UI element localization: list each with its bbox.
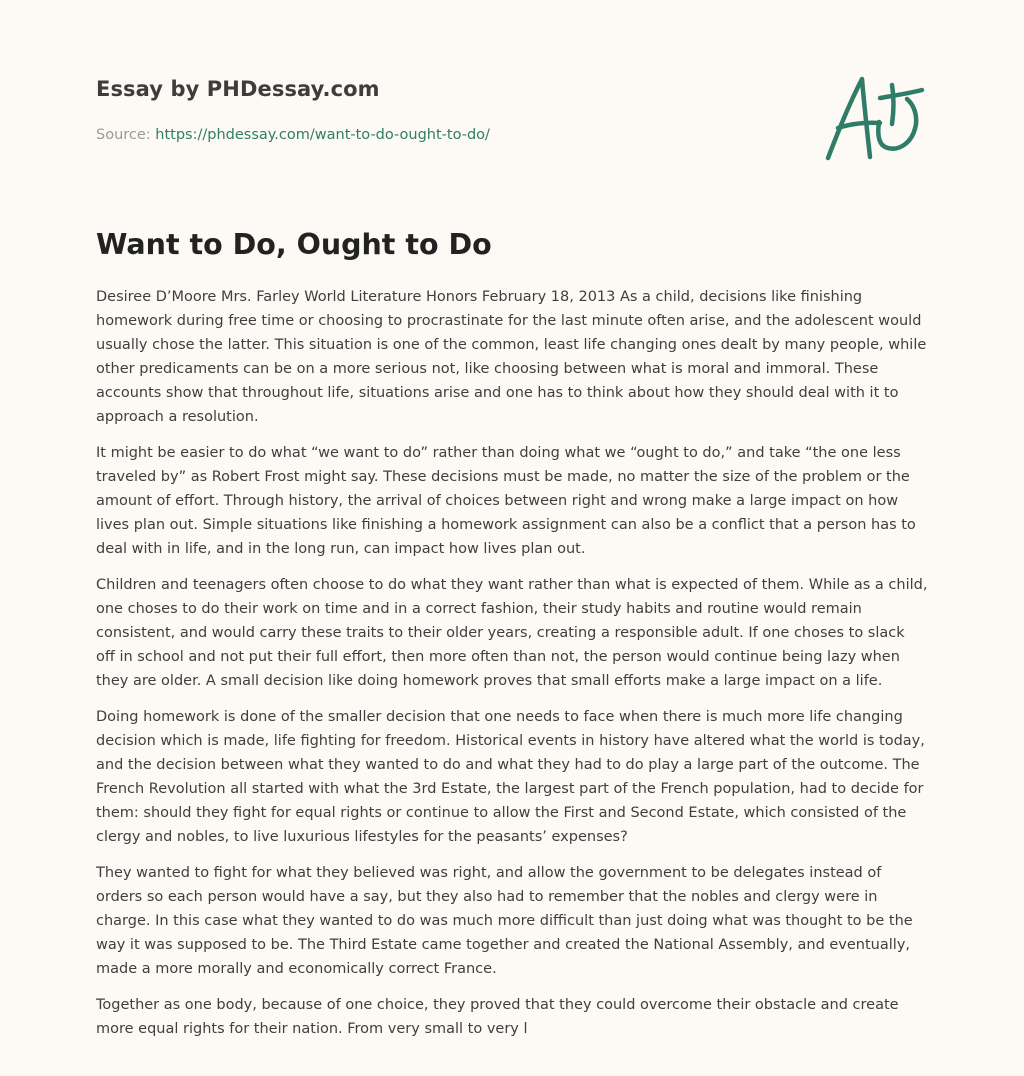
essay-body [96, 285, 928, 1053]
a-plus-logo-svg [822, 66, 928, 168]
essay-paragraph: They wanted to fight for what they believed was right, and allow the government to be delegates instead of orders so each person would have a say, but they also had to remember that the nobles and clergy were in charge. In this case what they wanted to do was much more difficult than just doing what was thought to be the way it was supposed to be. The Third Estate came together and created the National Assembly, and eventually, made a more morally and economically correct France. [96, 865, 913, 977]
essay-paragraph: Together as one body, because of one choice, they proved that they could overcome their obstacle and create more equal rights for their nation. From very small to very l [96, 997, 899, 1037]
site-header [96, 74, 816, 145]
source-label: Source: [96, 127, 156, 143]
essay-title: Want to Do, Ought to Do [96, 228, 492, 261]
a-plus-logo-icon [822, 66, 928, 168]
source-link[interactable]: https://phdessay.com/want-to-do-ought-to-do/ [155, 127, 490, 143]
essay-paragraph: Doing homework is done of the smaller decision that one needs to face when there is much more life changing decision which is made, life fighting for freedom. Historical events in history have altered what the world is today, and the decision between what they wanted to do and what they had to do play a large part of the outcome. The French Revolution all started with what the 3rd Estate, the largest part of the French population, had to decide for them: should they fight for equal rights or continue to allow the First and Second Estate, which consisted of the clergy and nobles, to live luxurious lifestyles for the peasants’ expenses? [96, 709, 925, 845]
site-title: Essay by PHDessay.com [96, 77, 380, 101]
source-line [96, 125, 816, 145]
essay-paragraph: Desiree D’Moore Mrs. Farley World Literature Honors February 18, 2013 As a child, decisions like finishing homework during free time or choosing to procrastinate for the last minute often arise, and the adolescent would usually chose the latter. This situation is one of the common, least life changing ones dealt by many people, while other predicaments can be on a more serious not, like choosing between what is moral and immoral. These accounts show that throughout life, situations arise and one has to think about how they should deal with it to approach a resolution. [96, 289, 927, 425]
essay-paragraph: It might be easier to do what “we want to do” rather than doing what we “ought to do,” and take “the one less traveled by” as Robert Frost might say. These decisions must be made, no matter the size of the problem or the amount of effort. Through history, the arrival of choices between right and wrong make a large impact on how lives plan out. Simple situations like finishing a homework assignment can also be a conflict that a person has to deal with in life, and in the long run, can impact how lives plan out. [96, 445, 916, 557]
essay-paragraph: Children and teenagers often choose to do what they want rather than what is expected of them. While as a child, one choses to do their work on time and in a correct fashion, their study habits and routine would remain consistent, and would carry these traits to their older years, creating a responsible adult. If one choses to slack off in school and not put their full effort, then more often than not, the person would continue being lazy when they are older. A small decision like doing homework proves that small efforts make a large impact on a life. [96, 577, 928, 689]
